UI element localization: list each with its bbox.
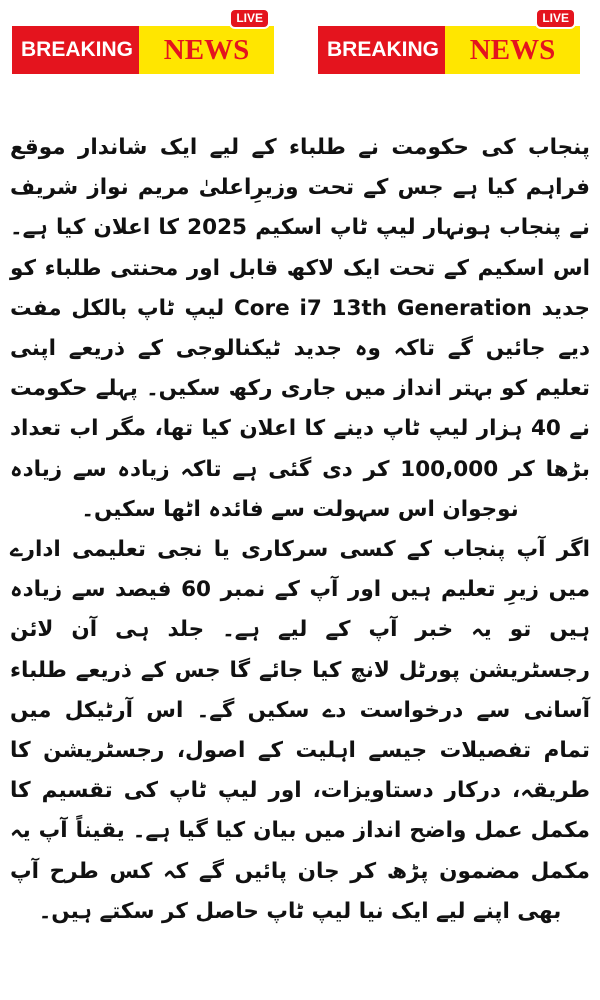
article-paragraph: پنجاب کی حکومت نے طلباء کے لیے ایک شاندار موقع فراہم کیا ہے جس کے تحت وزیرِاعلیٰ مریم نواز شریف نے پنجاب ہونہار لیپ ٹاپ اسکیم 2025 کا اعلان کیا ہے۔ اس اسکیم کے تحت ایک لاکھ قابل اور محنتی طلباء کو جدید Core i7 13th Generation لیپ ٹاپ بالکل مفت دیے جائیں گے تاکہ وہ جدید ٹیکنالوجی کے ذریعے اپنی تعلیم کو بہتر انداز میں جاری رکھ سکیں۔ پہلے حکومت نے 40 ہزار لیپ ٹاپ دینے کا اعلان کیا تھا، مگر اب تعداد بڑھا کر 100,000 کر دی گئی ہے تاکہ زیادہ سے زیادہ نوجوان اس سہولت سے فائدہ اٹھا سکیں۔	[10, 135, 591, 522]
news-label: NEWS	[139, 26, 274, 74]
live-badge: LIVE	[229, 8, 270, 29]
live-badge: LIVE	[535, 8, 576, 29]
article-body	[10, 128, 590, 932]
news-label: NEWS	[445, 26, 580, 74]
article-paragraph: اگر آپ پنجاب کے کسی سرکاری یا نجی تعلیمی ادارے میں زیرِ تعلیم ہیں اور آپ کے نمبر 60 فیصد سے زیادہ ہیں تو یہ خبر آپ کے لیے ہے۔ جلد ہی آن لائن رجسٹریشن پورٹل لانچ کیا جائے گا جس کے ذریعے طلباء آسانی سے درخواست دے سکیں گے۔ اس آرٹیکل میں تمام تفصیلات جیسے اہلیت کے اصول، رجسٹریشن کا طریقہ، درکار دستاویزات، اور لیپ ٹاپ کی تقسیم کا مکمل عمل واضح انداز میں بیان کیا گیا ہے۔ یقیناً آپ یہ مکمل مضمون پڑھ کر جان پائیں گے کہ کس طرح آپ بھی اپنے لیے ایک نیا لیپ ٹاپ حاصل کر سکتے ہیں۔	[10, 537, 591, 924]
breaking-label: BREAKING	[318, 26, 445, 74]
breaking-news-banner-right	[318, 11, 580, 74]
breaking-news-banner-left	[12, 11, 274, 74]
breaking-label: BREAKING	[12, 26, 139, 74]
